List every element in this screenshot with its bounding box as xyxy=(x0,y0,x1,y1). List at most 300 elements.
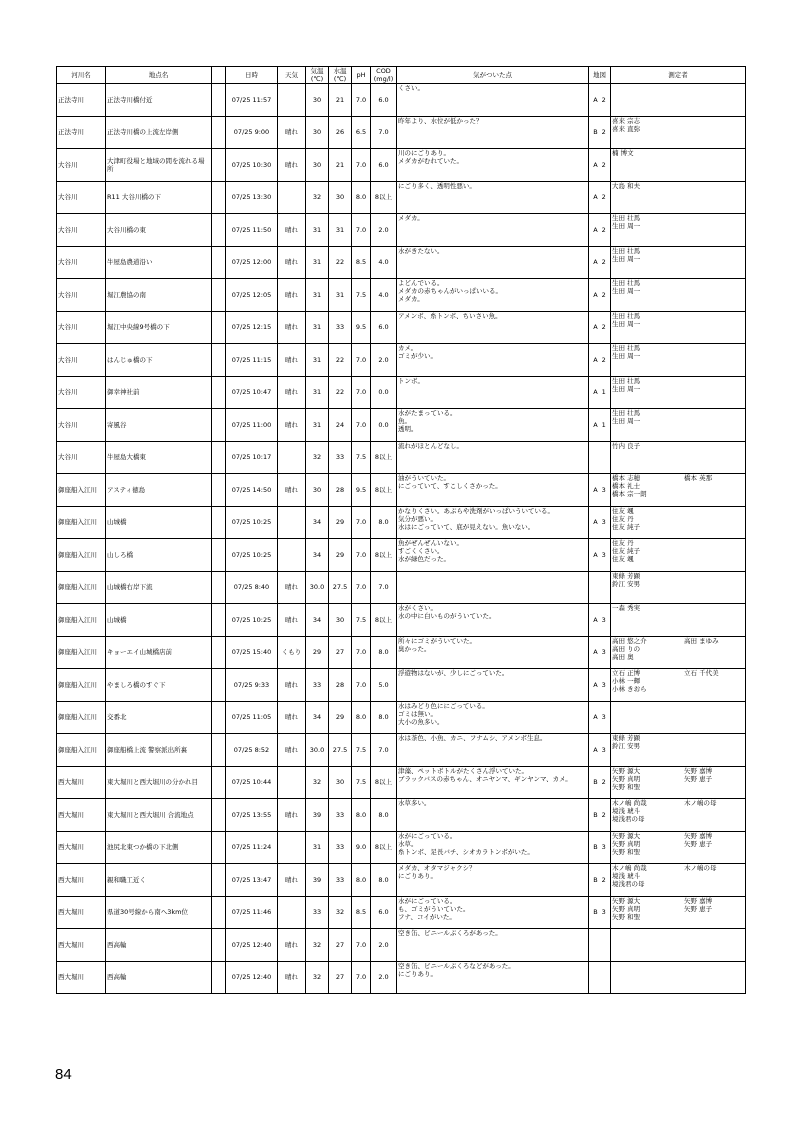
measurer-cell xyxy=(611,311,746,344)
datetime-cell: 07/25 13:30 xyxy=(226,181,278,214)
map-letter: A xyxy=(593,160,598,169)
cod-cell: 6.0 xyxy=(371,149,397,182)
measurer-name: 橋本 宗一朗 xyxy=(612,490,647,498)
notes-cell: 水がにごっている。 水草。 糸トンボ、足長バチ、シオカラトンボがいた。 xyxy=(397,831,589,864)
table-row xyxy=(57,181,746,214)
place-name-cell: 東大堀川と西大堀川 合流地点 xyxy=(106,799,212,832)
measurer-line xyxy=(612,352,744,360)
river-name-cell: 御座船入江川 xyxy=(57,701,106,734)
place-name-cell: キョーエイ山城橋店前 xyxy=(106,636,212,669)
cod-cell: 8.0 xyxy=(371,864,397,897)
datetime-cell: 07/25 11:05 xyxy=(226,701,278,734)
measurer-line xyxy=(612,677,744,685)
measurer-name: 矢野 和聖 xyxy=(612,847,641,856)
map-letter: A xyxy=(593,290,598,299)
map-number: 3 xyxy=(601,680,606,689)
map-number: 3 xyxy=(601,843,606,852)
measurer-name: 矢野 真明 xyxy=(612,839,641,848)
place-name-cell: 交番北 xyxy=(106,701,212,734)
map-letter: A xyxy=(593,225,598,234)
measurer-name: 生田 周一 xyxy=(612,319,641,328)
river-name-cell: 御座船入江川 xyxy=(57,571,106,604)
measurer-name: 生田 周一 xyxy=(612,254,641,263)
measurer-cell xyxy=(611,896,746,929)
water-temp-cell: 26 xyxy=(329,116,352,149)
blank-cell xyxy=(212,604,226,637)
map-letter: B xyxy=(593,908,598,917)
map-cell xyxy=(589,571,611,604)
water-temp-cell: 33 xyxy=(329,441,352,474)
cod-cell: 6.0 xyxy=(371,896,397,929)
notes-cell: トンボ。 xyxy=(397,376,589,409)
blank-cell xyxy=(212,474,226,507)
table-row xyxy=(57,506,746,539)
measurer-line xyxy=(612,312,744,320)
measurer-name: 東條 芳顕 xyxy=(612,571,641,580)
cod-cell: 7.0 xyxy=(371,116,397,149)
map-cell xyxy=(589,831,611,864)
map-letter: B xyxy=(593,810,598,819)
ph-cell: 9.5 xyxy=(352,474,371,507)
map-number: 2 xyxy=(601,875,606,884)
ph-cell: 7.5 xyxy=(352,734,371,767)
river-name-cell: 大谷川 xyxy=(57,181,106,214)
measurer-line xyxy=(612,669,744,677)
blank-cell xyxy=(212,149,226,182)
blank-cell xyxy=(212,766,226,799)
datetime-cell: 07/25 12:15 xyxy=(226,311,278,344)
water-temp-cell: 28 xyxy=(329,669,352,702)
measurer-name-secondary: 高田 まゆみ xyxy=(684,636,719,645)
blank-cell xyxy=(212,669,226,702)
measurer-line xyxy=(612,117,744,125)
notes-cell: 魚がぜんぜんいない。 すごくくさい。 水が緑色だった。 xyxy=(397,539,589,572)
air-temp-cell: 32 xyxy=(306,766,329,799)
river-name-cell: 御座船入江川 xyxy=(57,474,106,507)
cod-cell: 5.0 xyxy=(371,669,397,702)
notes-cell: 水がたまっている。 魚。 透明。 xyxy=(397,409,589,442)
header-cod-label: COD xyxy=(376,67,391,75)
water-temp-cell: 31 xyxy=(329,214,352,247)
measurer-name: 東條 芳顕 xyxy=(612,734,641,742)
table-row xyxy=(57,571,746,604)
river-name-cell: 大谷川 xyxy=(57,149,106,182)
measurer-line xyxy=(612,580,744,588)
air-temp-cell: 32 xyxy=(306,929,329,962)
survey-body xyxy=(57,84,746,994)
measurer-cell xyxy=(611,409,746,442)
air-temp-cell: 31 xyxy=(306,376,329,409)
ph-cell: 7.0 xyxy=(352,636,371,669)
cod-cell: 4.0 xyxy=(371,246,397,279)
measurer-line xyxy=(612,255,744,263)
blank-cell xyxy=(212,311,226,344)
place-name-cell: 山しろ橋 xyxy=(106,539,212,572)
measurer-name: 生田 壮馬 xyxy=(612,214,641,222)
blank-cell xyxy=(212,246,226,279)
table-row xyxy=(57,604,746,637)
header-notes: 気がついた点 xyxy=(397,67,589,84)
notes-cell: 水がにごっている。 も、ゴミがういていた。 フナ、コイがいた。 xyxy=(397,896,589,929)
blank-cell xyxy=(212,181,226,214)
measurer-cell xyxy=(611,604,746,637)
header-ph: pH xyxy=(352,67,371,84)
measurer-line xyxy=(612,287,744,295)
measurer-name: 鈴江 安男 xyxy=(612,579,641,588)
measurer-line xyxy=(612,149,744,157)
ph-cell: 7.0 xyxy=(352,506,371,539)
measurer-line xyxy=(612,685,744,693)
blank-cell xyxy=(212,896,226,929)
cod-cell: 8.0 xyxy=(371,506,397,539)
measurer-name-secondary: 矢野 嘉博 xyxy=(684,896,713,905)
measurer-cell xyxy=(611,181,746,214)
measurer-cell xyxy=(611,734,746,767)
datetime-cell: 07/25 12:00 xyxy=(226,246,278,279)
place-name-cell: 牛屋島農道沿い xyxy=(106,246,212,279)
place-name-cell: R11 大谷川橋の下 xyxy=(106,181,212,214)
river-name-cell: 西大堀川 xyxy=(57,864,106,897)
measurer-name: 生田 壮馬 xyxy=(612,279,641,287)
map-cell xyxy=(589,116,611,149)
measurer-line xyxy=(612,490,744,498)
datetime-cell: 07/25 10:47 xyxy=(226,376,278,409)
notes-cell: メダカ。 xyxy=(397,214,589,247)
cod-cell: 2.0 xyxy=(371,929,397,962)
measurer-line xyxy=(612,84,744,92)
water-temp-cell: 22 xyxy=(329,344,352,377)
measurer-line xyxy=(612,320,744,328)
river-name-cell: 西大堀川 xyxy=(57,799,106,832)
place-name-cell: 牛屋島大橋東 xyxy=(106,441,212,474)
map-letter: A xyxy=(593,355,598,364)
measurer-name: 小林 きおら xyxy=(612,685,647,693)
cod-cell: 8以上 xyxy=(371,181,397,214)
blank-cell xyxy=(212,799,226,832)
measurer-line xyxy=(612,897,744,905)
table-row xyxy=(57,246,746,279)
measurer-name: 生田 周一 xyxy=(612,287,641,295)
ph-cell: 8.0 xyxy=(352,701,371,734)
blank-cell xyxy=(212,636,226,669)
ph-cell: 7.0 xyxy=(352,571,371,604)
header-row xyxy=(57,67,746,84)
map-number: 2 xyxy=(601,323,606,332)
measurer-cell xyxy=(611,214,746,247)
datetime-cell: 07/25 14:50 xyxy=(226,474,278,507)
measurer-line xyxy=(612,417,744,425)
place-name-cell: はんじゅ橋の下 xyxy=(106,344,212,377)
weather-cell: 晴れ xyxy=(278,799,306,832)
ph-cell: 9.5 xyxy=(352,311,371,344)
air-temp-cell: 34 xyxy=(306,539,329,572)
cod-cell: 8以上 xyxy=(371,441,397,474)
table-row xyxy=(57,929,746,962)
weather-cell: 晴れ xyxy=(278,864,306,897)
measurer-cell xyxy=(611,831,746,864)
table-row xyxy=(57,149,746,182)
measurer-name: 橋本 礼士 xyxy=(612,482,641,490)
measurer-line xyxy=(612,442,744,450)
measurer-cell xyxy=(611,669,746,702)
map-letter: A xyxy=(593,648,598,657)
river-name-cell: 大谷川 xyxy=(57,246,106,279)
water-temp-cell: 21 xyxy=(329,84,352,117)
measurer-name-secondary: 木ノ嶋の母 xyxy=(684,799,717,807)
datetime-cell: 07/25 10:25 xyxy=(226,506,278,539)
map-letter: A xyxy=(593,193,598,202)
map-cell xyxy=(589,344,611,377)
measurer-name-secondary: 橋本 英那 xyxy=(684,474,713,482)
measurer-line xyxy=(612,555,744,563)
air-temp-cell: 31 xyxy=(306,214,329,247)
map-cell xyxy=(589,474,611,507)
measurer-name: 境浅 琥斗 xyxy=(612,807,641,815)
place-name-cell: 御幸神社前 xyxy=(106,376,212,409)
measurer-name: 竹内 良子 xyxy=(612,441,641,450)
map-cell xyxy=(589,311,611,344)
weather-cell: 晴れ xyxy=(278,929,306,962)
weather-cell xyxy=(278,896,306,929)
map-number xyxy=(600,941,604,949)
measurer-line xyxy=(612,507,744,515)
map-letter: B xyxy=(593,778,598,787)
map-number: 3 xyxy=(601,485,606,494)
notes-cell: 油がういていた。 にごっていて、すこしくさかった。 xyxy=(397,474,589,507)
measurer-cell xyxy=(611,344,746,377)
map-cell xyxy=(589,246,611,279)
measurer-line xyxy=(612,807,744,815)
weather-cell: 晴れ xyxy=(278,669,306,702)
measurer-line xyxy=(612,832,744,840)
air-temp-cell: 31 xyxy=(306,246,329,279)
header-datetime: 日時 xyxy=(226,67,278,84)
measurer-line xyxy=(612,767,744,775)
measurer-line xyxy=(612,702,744,710)
map-number xyxy=(600,453,604,461)
measurer-cell xyxy=(611,571,746,604)
measurer-cell xyxy=(611,636,746,669)
measurer-line xyxy=(612,840,744,848)
map-cell xyxy=(589,701,611,734)
measurer-cell xyxy=(611,506,746,539)
river-name-cell: 西大堀川 xyxy=(57,766,106,799)
cod-cell: 7.0 xyxy=(371,571,397,604)
place-name-cell: 山城橋右岸下流 xyxy=(106,571,212,604)
map-cell xyxy=(589,376,611,409)
map-cell xyxy=(589,961,611,994)
map-letter: A xyxy=(593,95,598,104)
map-number: 3 xyxy=(601,908,606,917)
water-temp-cell: 24 xyxy=(329,409,352,442)
measurer-cell xyxy=(611,116,746,149)
cod-cell: 8以上 xyxy=(371,766,397,799)
datetime-cell: 07/25 11:50 xyxy=(226,214,278,247)
notes-cell: 空き缶、ビニールぶくろなどがあった。 にごりあり。 xyxy=(397,961,589,994)
ph-cell: 8.0 xyxy=(352,181,371,214)
cod-cell: 8以上 xyxy=(371,604,397,637)
river-name-cell: 大谷川 xyxy=(57,376,106,409)
measurer-name: 矢野 源大 xyxy=(612,896,641,905)
map-letter xyxy=(596,973,600,981)
measurer-cell xyxy=(611,539,746,572)
water-temp-cell: 27.5 xyxy=(329,571,352,604)
ph-cell: 8.5 xyxy=(352,896,371,929)
datetime-cell: 07/25 8:40 xyxy=(226,571,278,604)
blank-cell xyxy=(212,701,226,734)
weather-cell: 晴れ xyxy=(278,474,306,507)
measurer-name: 立石 正博 xyxy=(612,669,641,677)
river-name-cell: 大谷川 xyxy=(57,214,106,247)
blank-cell xyxy=(212,831,226,864)
water-temp-cell: 22 xyxy=(329,376,352,409)
place-name-cell: 寄風谷 xyxy=(106,409,212,442)
measurer-cell xyxy=(611,766,746,799)
table-row xyxy=(57,376,746,409)
cod-cell: 8.0 xyxy=(371,799,397,832)
datetime-cell: 07/25 13:47 xyxy=(226,864,278,897)
cod-cell: 0.0 xyxy=(371,409,397,442)
air-temp-cell: 30.0 xyxy=(306,571,329,604)
air-temp-cell: 34 xyxy=(306,701,329,734)
measurer-name: 生田 壮馬 xyxy=(612,344,641,352)
map-cell xyxy=(589,799,611,832)
measurer-line xyxy=(612,864,744,872)
measurer-line xyxy=(612,572,744,580)
notes-cell xyxy=(397,571,589,604)
blank-cell xyxy=(212,376,226,409)
cod-cell: 6.0 xyxy=(371,311,397,344)
datetime-cell: 07/25 11:24 xyxy=(226,831,278,864)
table-row xyxy=(57,116,746,149)
map-number: 2 xyxy=(601,355,606,364)
datetime-cell: 07/25 9:00 xyxy=(226,116,278,149)
air-temp-cell: 30 xyxy=(306,116,329,149)
datetime-cell: 07/25 15:40 xyxy=(226,636,278,669)
river-name-cell: 大谷川 xyxy=(57,311,106,344)
ph-cell: 7.5 xyxy=(352,766,371,799)
blank-cell xyxy=(212,116,226,149)
map-letter: A xyxy=(593,420,598,429)
table-row xyxy=(57,539,746,572)
weather-cell: くもり xyxy=(278,636,306,669)
water-temp-cell: 30 xyxy=(329,604,352,637)
page-number: 84 xyxy=(55,1066,72,1083)
table-row xyxy=(57,799,746,832)
water-temp-cell: 29 xyxy=(329,701,352,734)
ph-cell: 6.5 xyxy=(352,116,371,149)
notes-cell: 津藻、ペットボトルがたくさん浮いていた。 ブラックバスの赤ちゃん、オニヤンマ、ギンヤンマ、カメ。 xyxy=(397,766,589,799)
place-name-cell: 山城橋 xyxy=(106,506,212,539)
map-cell xyxy=(589,84,611,117)
measurer-name: 住友 颯 xyxy=(612,506,634,515)
table-row xyxy=(57,896,746,929)
place-name-cell: 東大堀川と西大堀川の分かれ目 xyxy=(106,766,212,799)
weather-cell xyxy=(278,766,306,799)
ph-cell: 7.0 xyxy=(352,929,371,962)
ph-cell: 7.0 xyxy=(352,539,371,572)
river-name-cell: 西大堀川 xyxy=(57,831,106,864)
measurer-name-secondary: 矢野 嘉博 xyxy=(684,766,713,775)
measurer-line xyxy=(612,775,744,783)
measurer-name: 生田 周一 xyxy=(612,417,641,425)
map-number: 3 xyxy=(601,648,606,657)
river-name-cell: 御座船入江川 xyxy=(57,506,106,539)
measurer-line xyxy=(612,214,744,222)
weather-cell: 晴れ xyxy=(278,376,306,409)
map-cell xyxy=(589,214,611,247)
datetime-cell: 07/25 12:40 xyxy=(226,929,278,962)
weather-cell: 晴れ xyxy=(278,344,306,377)
air-temp-cell: 30 xyxy=(306,474,329,507)
map-letter: A xyxy=(593,518,598,527)
ph-cell: 7.0 xyxy=(352,149,371,182)
ph-cell: 7.0 xyxy=(352,669,371,702)
map-cell xyxy=(589,734,611,767)
notes-cell: カメ。 ゴミが少い。 xyxy=(397,344,589,377)
measurer-line xyxy=(612,385,744,393)
measurer-name: 生田 壮馬 xyxy=(612,311,641,320)
measurer-cell xyxy=(611,961,746,994)
table-row xyxy=(57,864,746,897)
cod-cell: 8以上 xyxy=(371,831,397,864)
map-cell xyxy=(589,864,611,897)
cod-cell: 4.0 xyxy=(371,279,397,312)
ph-cell: 7.0 xyxy=(352,214,371,247)
weather-cell xyxy=(278,181,306,214)
measurer-line xyxy=(612,905,744,913)
measurer-line xyxy=(612,222,744,230)
measurer-name: 一森 秀実 xyxy=(612,604,641,612)
measurer-name-secondary: 矢野 恵子 xyxy=(684,904,713,913)
header-weather: 天気 xyxy=(278,67,306,84)
measurer-line xyxy=(612,604,744,612)
measurer-name: 生田 壮馬 xyxy=(612,376,641,385)
cod-cell: 2.0 xyxy=(371,214,397,247)
water-temp-cell: 30 xyxy=(329,766,352,799)
air-temp-cell: 39 xyxy=(306,799,329,832)
blank-cell xyxy=(212,279,226,312)
measurer-cell xyxy=(611,701,746,734)
measurer-line xyxy=(612,377,744,385)
water-survey-table xyxy=(56,66,746,994)
measurer-cell xyxy=(611,84,746,117)
river-name-cell: 正法寺川 xyxy=(57,84,106,117)
map-letter: A xyxy=(593,680,598,689)
notes-cell: 所々にゴミがういていた。 臭かった。 xyxy=(397,636,589,669)
measurer-name: 住友 丹 xyxy=(612,514,634,523)
ph-cell: 7.0 xyxy=(352,344,371,377)
blank-cell xyxy=(212,929,226,962)
place-name-cell: 正法寺川橋付近 xyxy=(106,84,212,117)
weather-cell: 晴れ xyxy=(278,961,306,994)
datetime-cell: 07/25 10:25 xyxy=(226,539,278,572)
river-name-cell: 御座船入江川 xyxy=(57,539,106,572)
measurer-line xyxy=(612,247,744,255)
cod-cell: 8.0 xyxy=(371,701,397,734)
map-number: 3 xyxy=(601,713,606,722)
measurer-name: 生田 壮馬 xyxy=(612,246,641,255)
measurer-cell xyxy=(611,279,746,312)
air-temp-cell: 34 xyxy=(306,604,329,637)
map-letter: A xyxy=(593,323,598,332)
map-number: 2 xyxy=(601,128,606,137)
place-name-cell: 親和職工近く xyxy=(106,864,212,897)
water-temp-cell: 30 xyxy=(329,181,352,214)
measurer-name-secondary: 木ノ嶋の母 xyxy=(684,864,717,872)
cod-cell: 8.0 xyxy=(371,636,397,669)
weather-cell: 晴れ xyxy=(278,149,306,182)
